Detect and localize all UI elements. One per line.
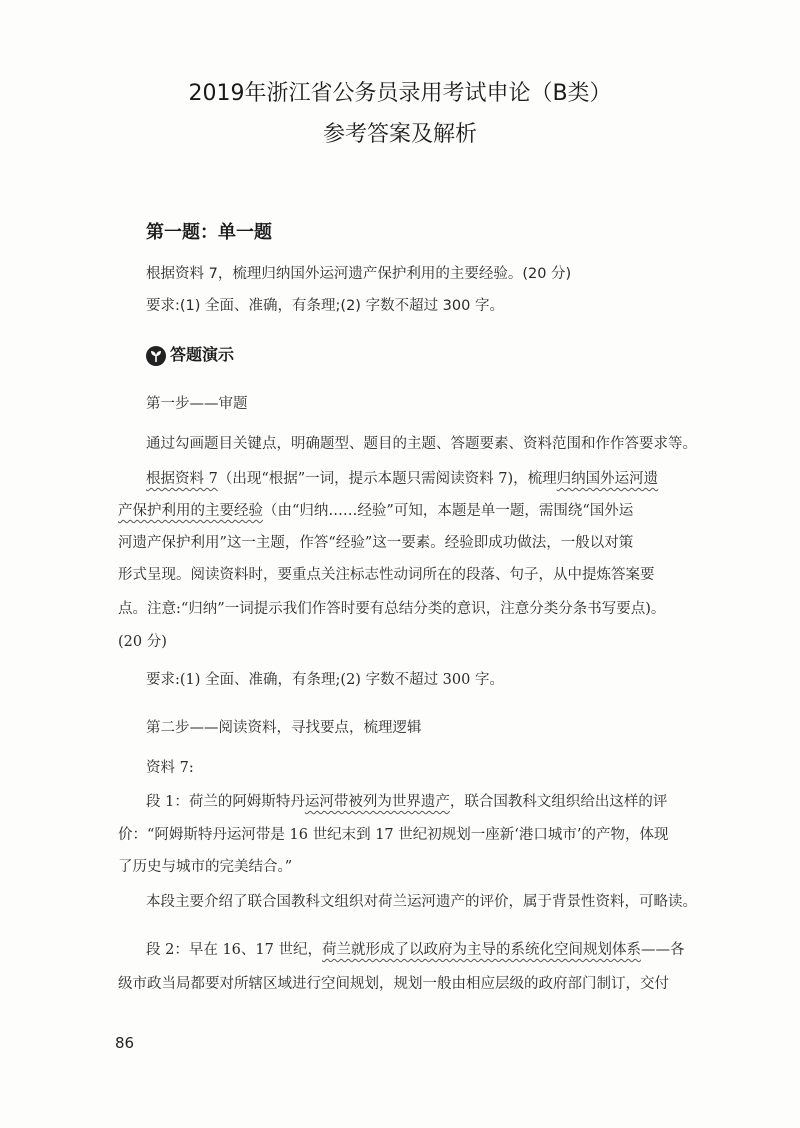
para1-line-2: 价：“阿姆斯特丹运河带是 16 世纪末到 17 世纪初规划一座新‘港口城市’的产物，体现	[118, 827, 669, 843]
step1-line-4: 形式呈现。阅读资料时，要重点关注标志性动词所在的段落、句子，从中提炼答案要	[118, 567, 655, 583]
step1-intro: 通过勾画题目关键点，明确题型、题目的主题、答题要素、资料范围和作作答要求等。	[146, 436, 697, 452]
keyword-material: 根据资料 7	[146, 471, 218, 487]
document-title: 2019年浙江省公务员录用考试申论（B类）	[188, 81, 612, 106]
question-requirement: 要求:(1) 全面、准确，有条理;(2) 字数不超过 300 字。	[146, 298, 504, 314]
document-subtitle: 参考答案及解析	[322, 122, 477, 147]
step2-heading: 第二步——阅读资料，寻找要点，梳理逻辑	[146, 720, 422, 736]
keyword-planning-system: 荷兰就形成了以政府为主导的系统化空间规划体系	[321, 942, 641, 958]
question-prompt: 根据资料 7，梳理归纳国外运河遗产保护利用的主要经验。(20 分)	[146, 266, 572, 282]
page-number: 86	[115, 1034, 135, 1052]
sprout-icon	[146, 346, 166, 366]
para1-note: 本段主要介绍了联合国教科文组织对荷兰运河遗产的评价，属于背景性资料，可略读。	[146, 894, 697, 910]
material-label: 资料 7:	[146, 760, 194, 776]
keyword-topic: 产保护利用的主要经验	[118, 503, 263, 519]
para1-line-1: 段 1：荷兰的阿姆斯特丹运河带被列为世界遗产，联合国教科文组织给出这样的评	[146, 794, 668, 810]
keyword-task: 归纳国外运河遗	[556, 471, 659, 487]
step1-line-5: 点。注意:“归纳”一词提示我们作答时要有总结分类的意识，注意分类分条书写要点)。	[118, 601, 666, 617]
question-heading: 第一题：单一题	[146, 222, 272, 243]
para2-line-2: 级市政当局都要对所辖区域进行空间规划，规划一般由相应层级的政府部门制订，交付	[118, 976, 669, 992]
para2-line-1: 段 2：早在 16、17 世纪，荷兰就形成了以政府为主导的系统化空间规划体系——各	[146, 942, 685, 958]
step1-heading: 第一步——审题	[146, 396, 248, 412]
demo-section-header	[146, 342, 234, 366]
step1-line-2: 产保护利用的主要经验（由“归纳……经验”可知，本题是单一题，需围绕“国外运	[118, 503, 634, 519]
step1-line-6: (20 分)	[118, 634, 167, 650]
para1-line-3: 了历史与城市的完美结合。”	[118, 859, 293, 875]
step1-line-3: 河遗产保护利用”这一主题，作答“经验”这一要素。经验即成功做法，一般以对策	[118, 535, 634, 551]
step1-line-1: 根据资料 7（出现“根据”一词，提示本题只需阅读资料 7)，梳理归纳国外运河遗	[146, 471, 659, 487]
step1-requirement: 要求:(1) 全面、准确，有条理;(2) 字数不超过 300 字。	[146, 672, 504, 688]
keyword-world-heritage: 运河带被列为世界遗产	[304, 794, 450, 810]
demo-heading: 答题演示	[170, 345, 235, 364]
